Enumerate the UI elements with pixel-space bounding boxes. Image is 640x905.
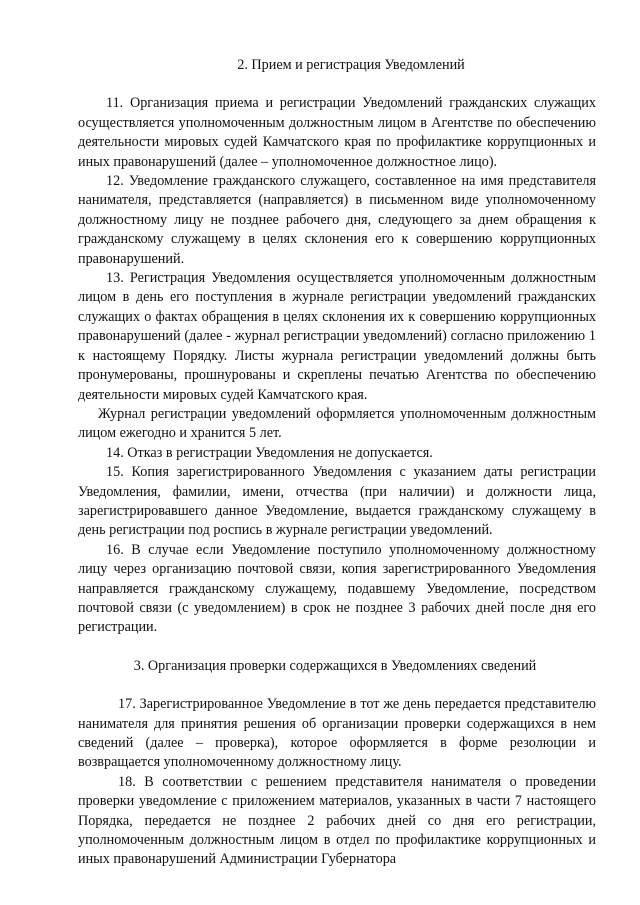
paragraph-11: 11. Организация приема и регистрации Уведомлений гражданских служащих осуществляется уполномоченным должностным лицом в Агентстве по обеспечению деятельности мировых судей Камчатского края по профилактике коррупционных и иных правонарушений (далее – уполномоченное должностное лицо). (78, 95, 596, 170)
paragraph-17: 17. Зарегистрированное Уведомление в тот же день передается представителю нанимателя для принятия решения об организации проверки содержащихся в нем сведений (далее – проверка), которое оформляется в форме резолюции и возвращается уполномоченному должностному лицу. (78, 696, 596, 771)
paragraph-16: 16. В случае если Уведомление поступило уполномоченному должностному лицу через организацию почтовой связи, копия зарегистрированного Уведомления направляется гражданскому служащему, подавшему Уведомление, посредством почтовой связи (с уведомлением) в срок не позднее 3 рабочих дней после дня его регистрации. (78, 541, 596, 636)
section-3-title: 3. Организация проверки содержащихся в Уведомлениях сведений (133, 657, 537, 674)
paragraph-15: 15. Копия зарегистрированного Уведомления с указанием даты регистрации Уведомления, фамилии, имени, отчества (при наличии) и должности лица, зарегистрировавшего данное Уведомление, выдается гражданскому служащему в день регистрации под роспись в журнале регистрации уведомлений. (78, 464, 596, 539)
paragraph-13: 13. Регистрация Уведомления осуществляется уполномоченным должностным лицом в день его поступления в журнале регистрации уведомлений гражданских служащих о фактах обращения в целях склонения их к совершению коррупционных правонарушений (далее - журнал регистрации уведомлений) согласно приложению 1 к настоящему Порядку. Листы журнала регистрации уведомлений должны быть пронумерованы, прошнурованы и скреплены печатью Агентства по обеспечению деятельности мировых судей Камчатского края. (78, 270, 596, 403)
section-2-title: 2. Прием и регистрация Уведомлений (237, 57, 465, 73)
document-page (78, 56, 596, 870)
paragraph-journal: Журнал регистрации уведомлений оформляется уполномоченным должностным лицом ежегодно и хранится 5 лет. (78, 405, 596, 442)
paragraph-18: 18. В соответствии с решением представителя нанимателя о проведении проверки уведомление с приложением материалов, указанных в части 7 настоящего Порядка, передается не позднее 2 рабочих дней со дня его регистрации, уполномоченным должностным лицом в отдел по профилактике коррупционных и иных правонарушений Администрации Губернатора (78, 773, 596, 868)
paragraph-14: 14. Отказ в регистрации Уведомления не допускается. (106, 444, 433, 461)
paragraph-12: 12. Уведомление гражданского служащего, составленное на имя представителя нанимателя, представляется (направляется) в письменном виде уполномоченному должностному лицу не позднее рабочего дня, следующего за днем обращения к гражданскому служащему в целях склонения его к совершению коррупционных правонарушений. (78, 173, 596, 267)
